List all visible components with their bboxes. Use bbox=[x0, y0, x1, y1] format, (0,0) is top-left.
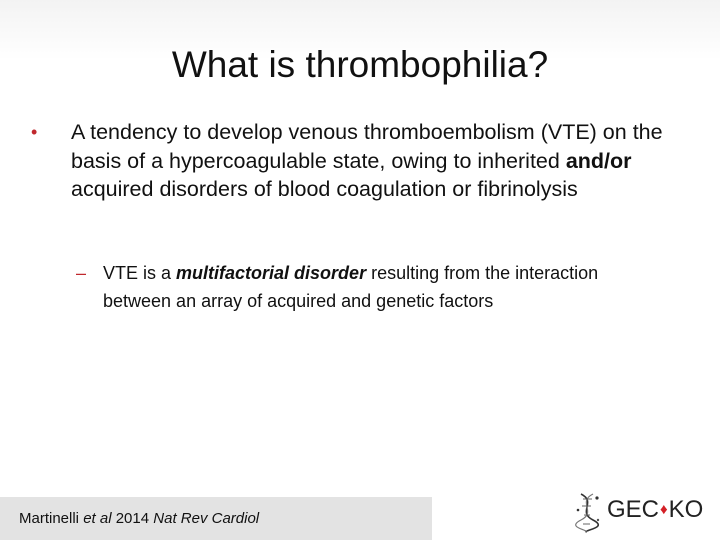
maple-leaf-icon: ♦ bbox=[660, 501, 668, 518]
bullet-text-part1: A tendency to develop venous thromboembolism (VTE) on the basis of a hypercoagulable state, owing to inherited bbox=[71, 120, 663, 173]
sub-bullet-bolditalic: multifactorial disorder bbox=[176, 263, 367, 283]
citation-etal: et al bbox=[83, 510, 112, 527]
logo-text-right: KO bbox=[668, 496, 704, 523]
bullet-text-part2: acquired disorders of blood coagulation or fibrinolysis bbox=[71, 177, 578, 201]
citation-year: 2014 bbox=[111, 510, 154, 527]
citation-author: Martinelli bbox=[19, 510, 84, 527]
citation-box bbox=[0, 497, 432, 540]
slide-title: What is thrombophilia? bbox=[171, 44, 549, 85]
sub-bullet-part1: VTE is a bbox=[103, 263, 177, 283]
bullet-marker: • bbox=[31, 122, 38, 142]
logo-text bbox=[607, 496, 703, 524]
sub-bullet-text bbox=[103, 259, 633, 315]
logo-text-left: GEC bbox=[607, 496, 660, 523]
bullet-text bbox=[71, 118, 691, 204]
citation-journal: Nat Rev Cardiol bbox=[153, 510, 260, 527]
dna-helix-icon bbox=[573, 490, 605, 534]
sub-bullet-marker: – bbox=[76, 263, 87, 283]
gecko-logo bbox=[573, 488, 703, 536]
sub-bullet-part2: resulting from the interaction between an array of acquired and genetic factors bbox=[103, 263, 599, 311]
bullet-text-bold: and/or bbox=[565, 148, 632, 173]
